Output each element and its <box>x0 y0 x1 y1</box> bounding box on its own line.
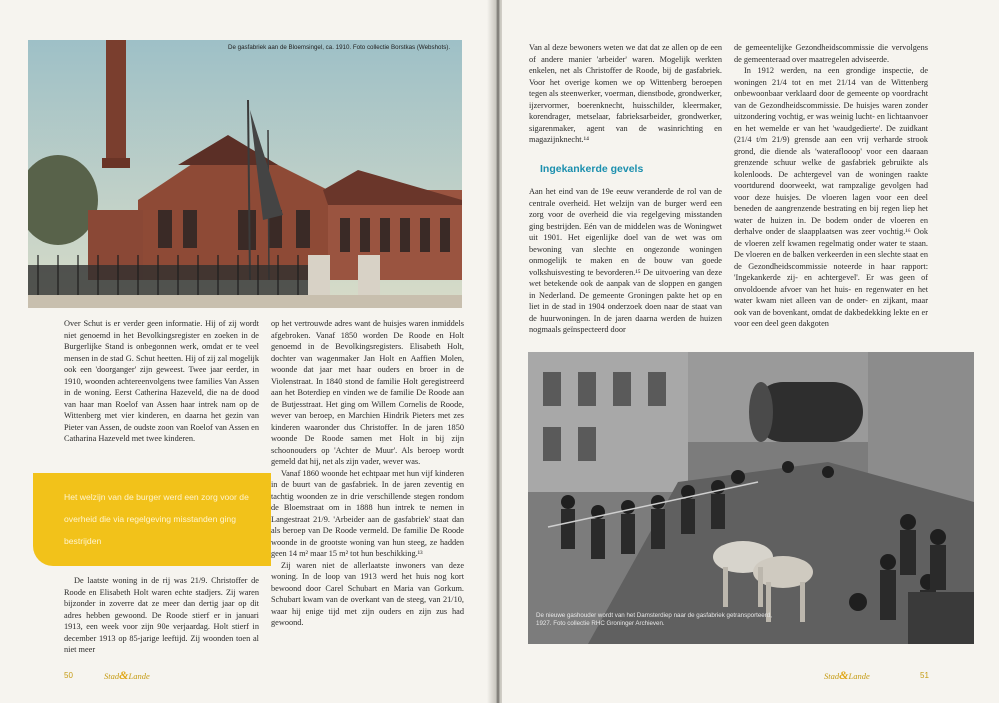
left-page <box>0 0 497 703</box>
paragraph: de gemeentelijke Gezondheidscommissie die vervolgens de gemeenteraad over maatregelen adviseerde. <box>734 43 928 64</box>
text-column-1b <box>529 186 722 336</box>
logo-text: Lande <box>128 671 150 681</box>
paragraph: op het vertrouwde adres want de huisjes waren inmiddels afgebroken. Vanaf 1850 worden De Roode en Holt genoemd in de Bevolkingsregisters. Elisabeth Holt, dochter van wagenmaker Jan Holt en Aaffien Molen, woonde dat jaar met haar ouders en broer in de Violenstraat. In 1840 stond de familie Holt geregistreerd aan het Boterdiep en vinden we de familie De Roode aan de Butjesstraat. Het ging om Willem Cornelis de Roode, wever van beroep, en Marchien Hindrik Pieters met zes kinderen waaronder dus Christoffer. In de jaren 1850 woonde De Roode samen met Holt in bij zijn schoonouders op 'Achter de Muur'. Als beroep wordt gemeld dat hij, net als zijn vader, wever was. <box>271 319 464 466</box>
magazine-logo-right <box>824 668 870 683</box>
text-column-2 <box>271 318 464 629</box>
logo-text: Lande <box>848 671 870 681</box>
text-column-2 <box>734 42 928 330</box>
page-number-left: 50 <box>64 671 73 680</box>
paragraph: In 1912 werden, na een grondige inspectie, de woningen 21/4 tot en met 21/14 van de Wittenberg onbewoonbaar verklaard door de gemeente op voordracht van de Gezondheidscommissie. De huisjes waren zonder uitzondering vochtig, er was weinig lucht- en lichtaanvoer en het wemelde er van het 'waudgedierte'. De zuidkant (21/4 t/m 21/9) grensde aan een vrij verharde strook grond, die diende als 'wateraflooop' voor een daaraan grenzende schuur welke de gasfabriek gebruikte als kolenloods. De achtergevel van de woningen raakte voortdurend doorweekt, wat rampzalige gevolgen had voor deze huisjes. De vloeren lagen voor een deel beneden de aangrenzende bestrating en bij regen liep het water de huizen in. De bodem onder de vloeren en derhalve onder de slaapplaatsen was zeer vochtig.¹⁶ Ook de vloeren zelf kwamen regelmatig onder water te staan. De vloeren en de balken verkeerden in een slechte staat en de Gezondheidscommissie noteerde in haar rapport: 'Ingekankerde zij- en achtergevel'. Er was geen of onvoldoende afvoer van het huis- en regenwater en het water kwam niet alleen van de onder- en zijkant, maar ook van de bovenkant, omdat de dakbedekking lekte en er voor een deel geen dakgoten <box>734 66 928 328</box>
logo-ampersand: & <box>839 668 849 682</box>
right-page <box>502 0 999 703</box>
pull-quote: Het welzijn van de burger werd een zorg voor de overheid die via regelgeving misstanden ging bestrijden <box>64 492 249 546</box>
paragraph: Aan het eind van de 19e eeuw veranderde de rol van de centrale overheid. Het welzijn van de burger werd een zorg voor de overheid die via regelgeving misstanden ging bestrijden. Eén van de middelen was de Woningwet uit 1901. Het eigenlijke doel van de wet was om bewoning van slechte en ongezonde woningen onmogelijk te maken en de bouw van goede volkshuisvesting te bevorderen.¹⁵ De uitvoering van deze wet betekende ook de aanpak van de sloppen en gangen in Nederland. De gemeente Groningen pakte het op en liet in de stad in 1904 onderzoek doen naar de staat van de huurwoningen. In de jaren daarna werden de huizen nogmaals geïnspecteerd door <box>529 187 722 334</box>
logo-ampersand: & <box>119 668 129 682</box>
magazine-logo-left <box>104 668 150 683</box>
gas-holder-transport-photo <box>528 352 974 644</box>
paragraph: Van al deze bewoners weten we dat dat ze allen op de een of andere manier 'arbeider' waren. Mogelijk werkten enkelen, net als Christoffer de Roode, bij de gasfabriek. Voor het overige komen we op Wittenberg beroepen tegen als steenwerker, voerman, dienstbode, grondwerker, ijzervormer, boerenknecht, huisschilder, kleermaker, korendrager, metselaar, fabrieksarbeider, grondwerker, sigarenmaker, agent van de wasinrichting en magazijnknecht.¹⁴ <box>529 43 722 144</box>
text-column-1 <box>529 42 722 146</box>
gasworks-photo <box>28 40 462 308</box>
paragraph: De laatste woning in de rij was 21/9. Christoffer de Roode en Elisabeth Holt waren echte stadjers. Zij waren bijzonder in zoverre dat ze meer dan dertig jaar op dit adres hebben gewoond. De Roode stierf er in januari 1913, een week voor zijn 90e verjaardag. Holt stierf in december 1913 op 85-jarige leeftijd. Zij woonden toen al niet meer <box>64 576 259 654</box>
photo-caption: De nieuwe gashouder wordt van het Damsterdiep naar de gasfabriek getransporteerd, 1927. Foto collectie RHC Groninger Archieven. <box>536 612 772 627</box>
paragraph: Vanaf 1860 woonde het echtpaar met hun vijf kinderen in de buurt van de gasfabriek. In de jaren zeventig en tachtig woonden ze in drie verschillende stegen rondom de Bloemstraat om in 1888 hun intrek te nemen in Langestraat 21/9. 'Arbeider aan de gasfabriek' staat dan als beroep van De Roode vermeld. De familie De Roode woonde in de grootste woning van hun steeg, ze hadden geen 14 m² maar 15 m² tot hun beschikking.¹³ <box>271 468 464 558</box>
logo-text: Stad <box>104 671 120 681</box>
section-heading: Ingekankerde gevels <box>540 163 644 175</box>
photo-caption: De gasfabriek aan de Bloemsingel, ca. 1910. Foto collectie Borstkas (Webshots). <box>228 44 451 51</box>
text-column-1 <box>64 318 259 445</box>
text-column-1b <box>64 575 259 656</box>
logo-text: Stad <box>824 671 840 681</box>
paragraph: Zij waren niet de allerlaatste inwoners van deze woning. In de loop van 1913 werd het huis nog kort bewoond door Carel Schubart en Maria van Gorkum. Schubart kwam van de overkant van de steeg, van 21/10, waar hij enige tijd met zijn ouders en zijn zus had gewoond. <box>271 560 464 627</box>
page-number-right: 51 <box>920 671 929 680</box>
paragraph: Over Schut is er verder geen informatie. Hij of zij wordt niet genoemd in het Bevolkingsregister en zoeken in de Burgerlijke Stand is onbegonnen werk, omdat er te veel mensen in de stad G. Schut heetten. Hij of zij zal mogelijk ook een 'doorganger' zijn geweest. Twee jaar eerder, in 1910, woonden achtereenvolgens twee families Van Assen in de woning. Eerst Catherina Hazeveld, die na de dood van haar man Roelof van Assen haar intrek nam op de Wittenberg met vier kinderen, en daarna het gezin van Pieter van Assen, de oudste zoon van Roelof van Assen en Catharina Hazeveld met twee kinderen. <box>64 319 259 443</box>
